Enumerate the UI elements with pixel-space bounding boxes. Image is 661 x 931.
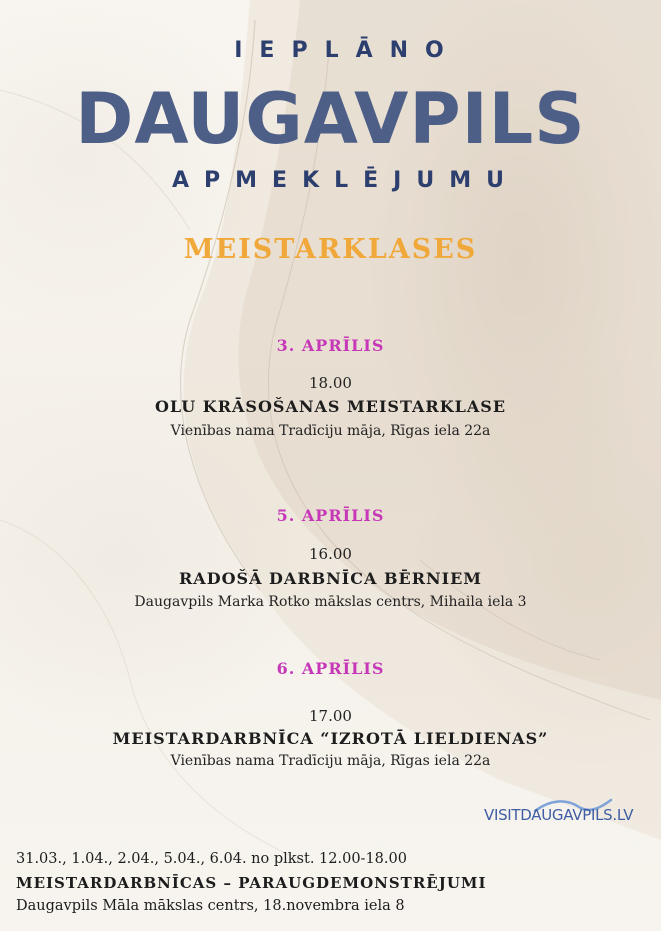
section-title: MEISTARKLASES xyxy=(183,234,478,265)
header-top-line: IEPLĀNO xyxy=(234,38,461,63)
event-title: MEISTARDARBNĪCA “IZROTĀ LIELDIENAS” xyxy=(112,729,549,748)
event-location: Vienības nama Tradīciju māja, Rīgas iela 22a xyxy=(170,423,491,439)
footer-event-title: MEISTARDARBNĪCAS – PARAUGDEMONSTRĒJUMI xyxy=(16,874,487,892)
event-title: RADOŠĀ DARBNĪCA BĒRNIEM xyxy=(178,569,483,588)
header-bottom-line: APMEKLĒJUMU xyxy=(172,168,519,193)
event-date: 6. APRĪLIS xyxy=(276,659,385,678)
event-time: 18.00 xyxy=(309,374,352,392)
event-title: OLU KRĀSOŠANAS MEISTARKLASE xyxy=(154,397,507,416)
event-location: Daugavpils Marka Rotko mākslas centrs, Mihaila iela 3 xyxy=(134,594,527,610)
event-time: 16.00 xyxy=(309,545,352,563)
visitdaugavpils-logo: VISITDAUGAVPILS.LV xyxy=(484,806,634,824)
event-date: 5. APRĪLIS xyxy=(276,506,385,525)
event-date: 3. APRĪLIS xyxy=(276,336,385,355)
footer-event-dates: 31.03., 1.04., 2.04., 5.04., 6.04. no plkst. 12.00-18.00 xyxy=(16,851,407,867)
footer-event-location: Daugavpils Māla mākslas centrs, 18.novembra iela 8 xyxy=(16,898,405,914)
header-city-name: DAUGAVPILS xyxy=(75,78,586,160)
event-location: Vienības nama Tradīciju māja, Rīgas iela 22a xyxy=(170,753,491,769)
event-time: 17.00 xyxy=(309,707,352,725)
